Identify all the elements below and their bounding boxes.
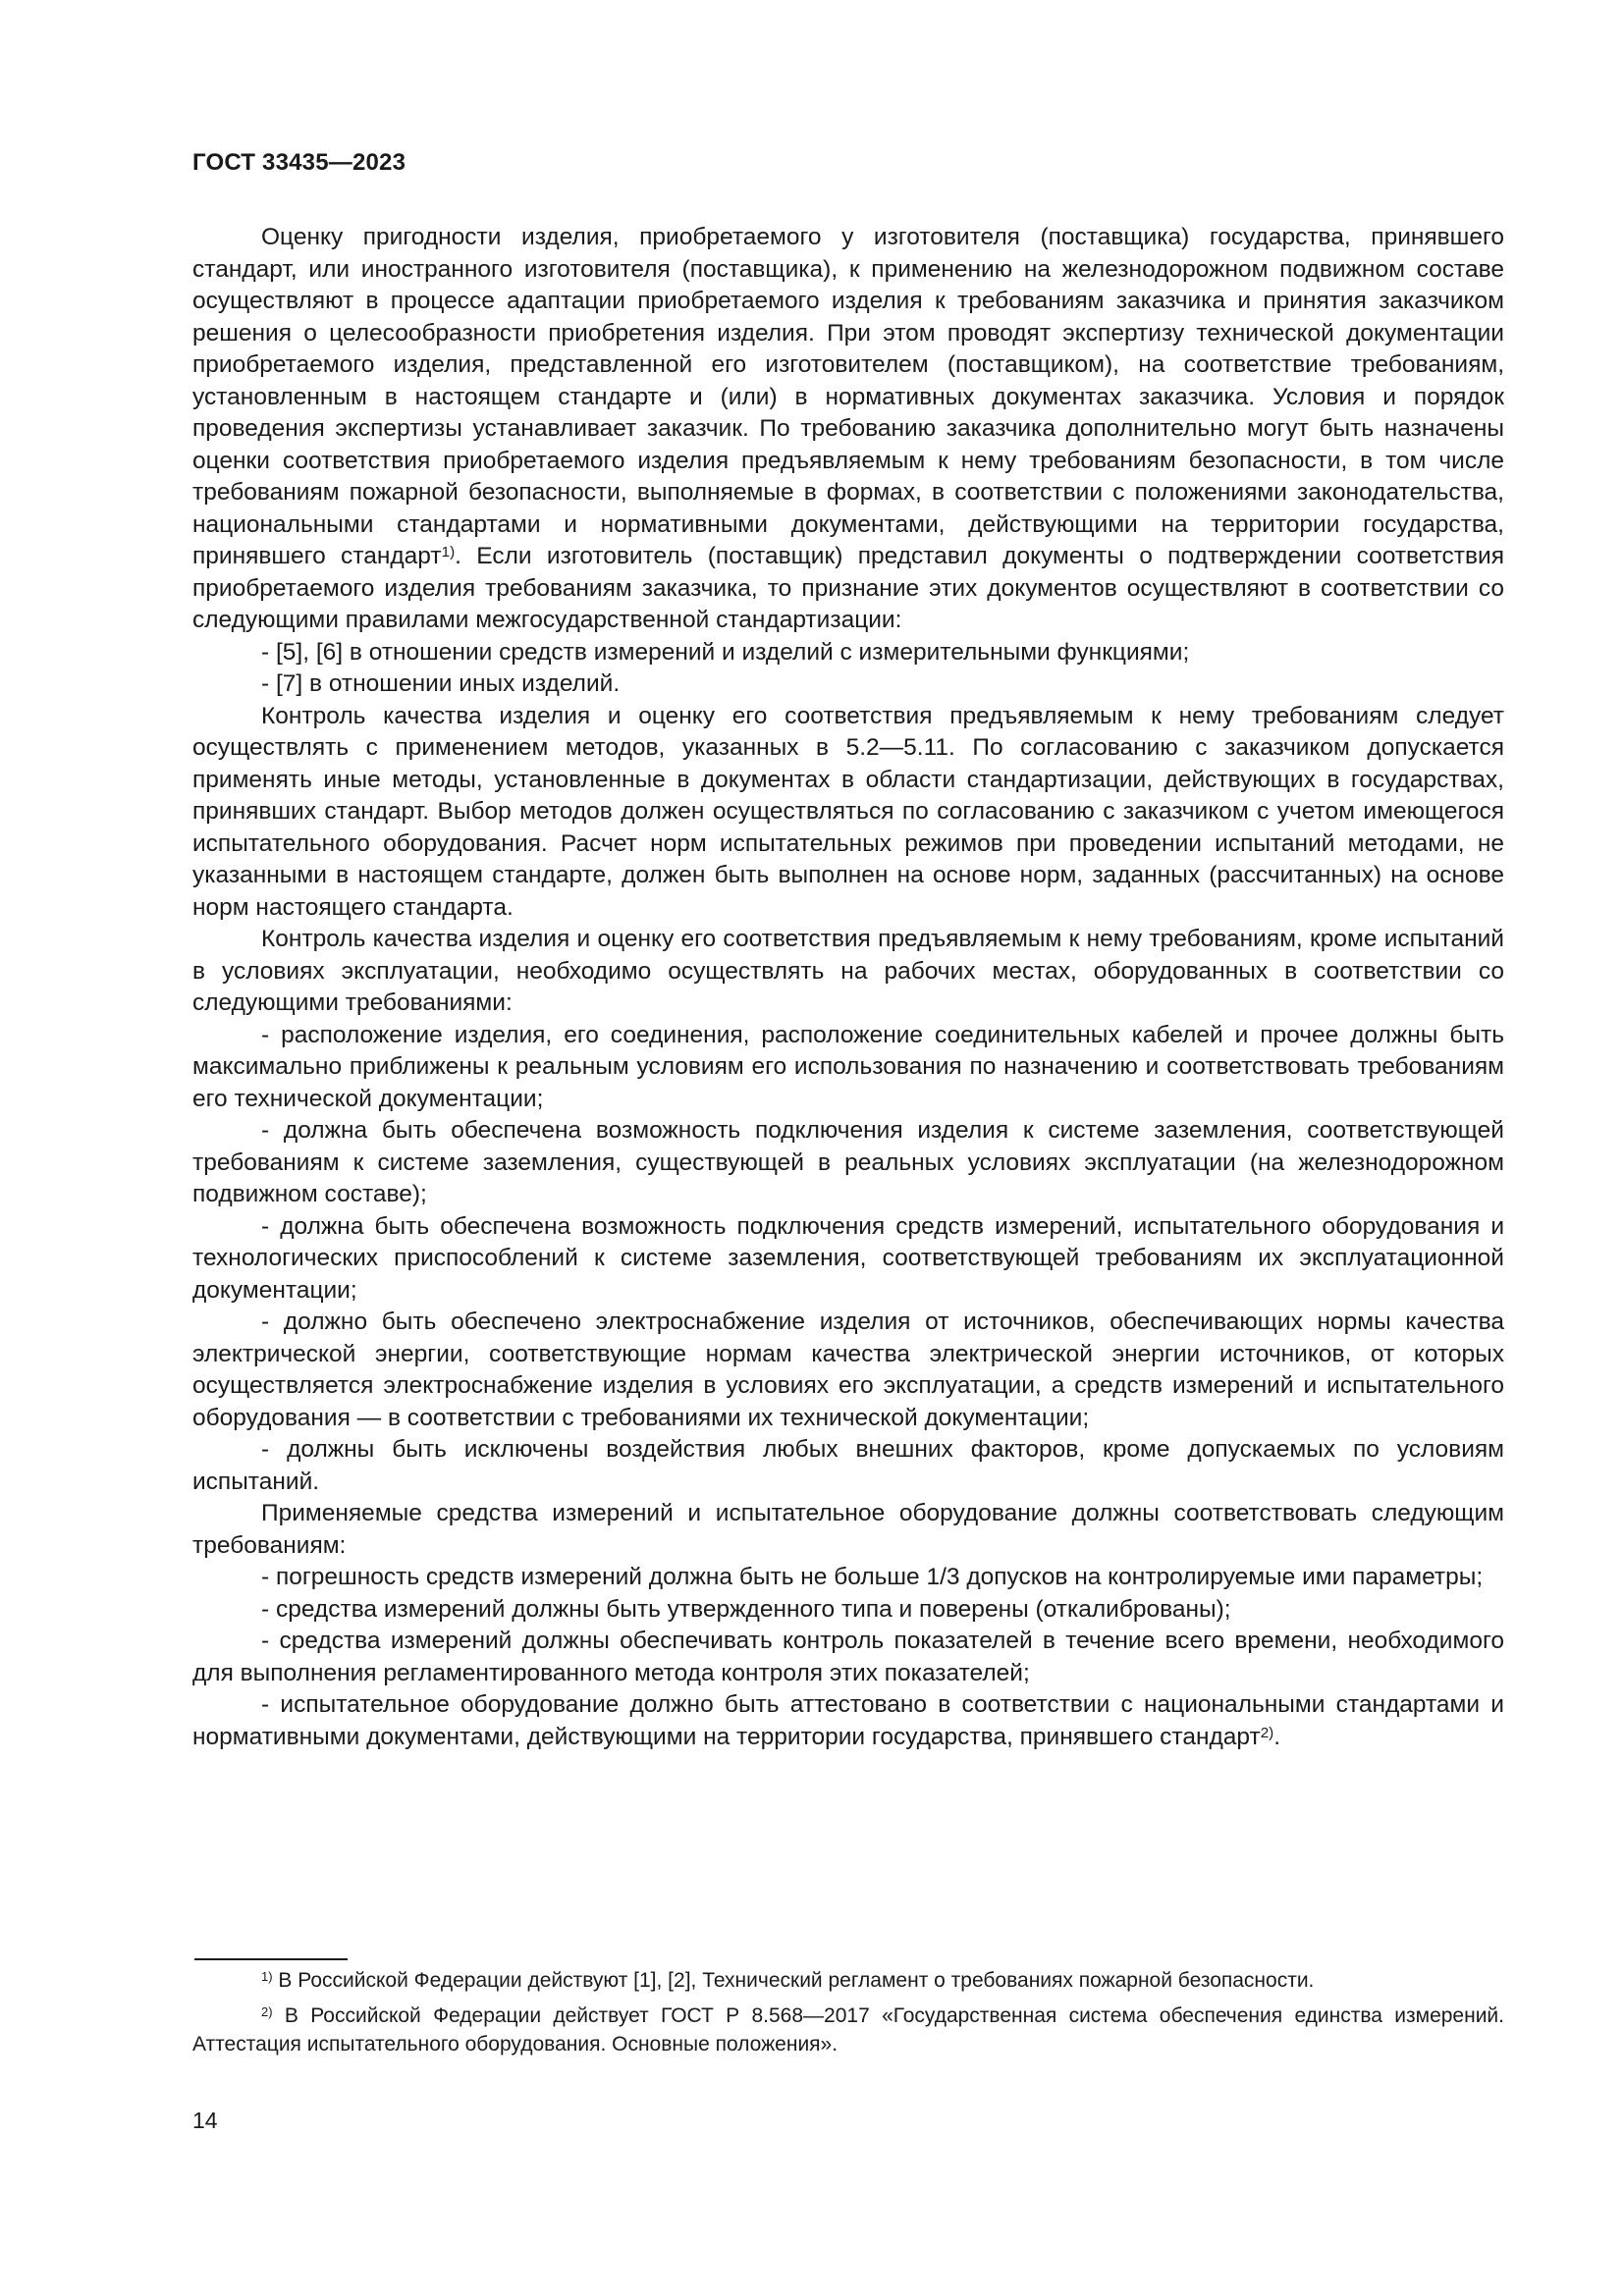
list-item: - средства измерений должны обеспечивать контроль показателей в течение всего времени, необходимого для выполнения регламентированного метода контроля этих показателей; — [192, 1628, 1504, 1686]
document-header: ГОСТ 33435—2023 — [192, 149, 406, 176]
paragraph: Применяемые средства измерений и испытательное оборудование должны соответствовать следующим требованиям: — [192, 1500, 1504, 1559]
list-item: - должны быть исключены воздействия любых внешних факторов, кроме допускаемых по условиям испытаний. — [192, 1436, 1504, 1495]
list-item: - испытательное оборудование должно быть аттестовано в соответствии с национальными стандартами и нормативными документами, действующими на территории государства, принявшего стандарт$^{2)}$. — [192, 1691, 1504, 1750]
footnote-separator — [194, 1958, 348, 1960]
footnote-mark: 1) — [261, 1969, 273, 1985]
body-text — [192, 222, 1504, 1753]
paragraph: Оценку пригодности изделия, приобретаемого у изготовителя (поставщика) государства, принявшего стандарт, или иностранного изготовителя (поставщика), к применению на железнодорожном подвижном составе осуществляют в процессе адаптации приобретаемого изделия к требованиям заказчика и принятия заказчиком решения о целесообразности приобретения изделия. При этом проводят экспертизу технической документации приобретаемого изделия, представленной его изготовителем (поставщиком), на соответствие требованиям, установленным в настоящем стандарте и (или) в нормативных документах заказчика. Условия и порядок проведения экспертизы устанавливает заказчик. По требованию заказчика дополнительно могут быть назначены оценки соответствия приобретаемого изделия предъявляемым к нему требованиям безопасности, в том числе требованиям пожарной безопасности, выполняемые в формах, в соответствии с положениями законодательства, национальными стандартами и нормативными документами, действующими на территории государства, принявшего стандарт$^{1)}$. Если изготовитель (поставщик) представил документы о подтверждении соответствия приобретаемого изделия требованиям заказчика, то признание этих документов осуществляют в соответствии со следующими правилами межгосударственной стандартизации: — [192, 224, 1504, 633]
footnote-ref: 1) — [441, 544, 456, 561]
footnote: $^{2)}$ В Российской Федерации действует ГОСТ Р 8.568—2017 «Государственная система обеспечения единства измерений. Аттестация испытательного оборудования. Основные положения». — [192, 2004, 1504, 2056]
list-item: - расположение изделия, его соединения, расположение соединительных кабелей и прочее должны быть максимально приближены к реальным условиям его использования по назначению и соответствовать требованиям его технической документации; — [192, 1021, 1504, 1112]
list-item: - средства измерений должны быть утвержденного типа и поверены (откалиброваны); — [261, 1595, 1231, 1623]
paragraph: Контроль качества изделия и оценку его соответствия предъявляемым к нему требованиям, кроме испытаний в условиях эксплуатации, необходимо осуществлять на рабочих местах, оборудованных в соответствии со следующими требованиями: — [192, 926, 1504, 1016]
list-item: - должна быть обеспечена возможность подключения средств измерений, испытательного оборудования и технологических приспособлений к системе заземления, соответствующей требованиям их эксплуатационной документации; — [192, 1212, 1504, 1304]
paragraph: Контроль качества изделия и оценку его соответствия предъявляемым к нему требованиям следует осуществлять с применением методов, указанных в 5.2—5.11. По согласованию с заказчиком допускается применять иные методы, установленные в документах в области стандартизации, действующих в государствах, принявших стандарт. Выбор методов должен осуществляться по согласованию с заказчиком с учетом имеющегося испытательного оборудования. Расчет норм испытательных режимов при проведении испытаний методами, не указанными в настоящем стандарте, должен быть выполнен на основе норм, заданных (рассчитанных) на основе норм настоящего стандарта. — [192, 702, 1504, 921]
list-item: - [7] в отношении иных изделий. — [261, 670, 621, 697]
footnote: $^{1)}$ В Российской Федерации действуют [1], [2], Технический регламент о требованиях пожарной безопасности. — [261, 1969, 1315, 1992]
footnote-mark: 2) — [261, 2004, 273, 2020]
list-item: - должна быть обеспечена возможность подключения изделия к системе заземления, соответствующей требованиям к системе заземления, существующей в реальных условиях эксплуатации (на железнодорожном подвижном составе); — [192, 1117, 1504, 1207]
footnote-ref: 2) — [1260, 1724, 1274, 1741]
list-item: - [5], [6] в отношении средств измерений и изделий с измерительными функциями; — [261, 638, 1190, 666]
footnotes — [192, 1966, 1504, 2065]
list-item: - должно быть обеспечено электроснабжение изделия от источников, обеспечивающих нормы качества электрической энергии, соответствующие нормам качества электрической энергии источников, от которых осуществляется электроснабжение изделия в условиях его эксплуатации, а средств измерений и испытательного оборудования — в соответствии с требованиями их технической документации; — [192, 1308, 1504, 1431]
list-item: - погрешность средств измерений должна быть не больше 1/3 допусков на контролируемые ими параметры; — [261, 1564, 1484, 1590]
page-number: 14 — [192, 2108, 218, 2133]
